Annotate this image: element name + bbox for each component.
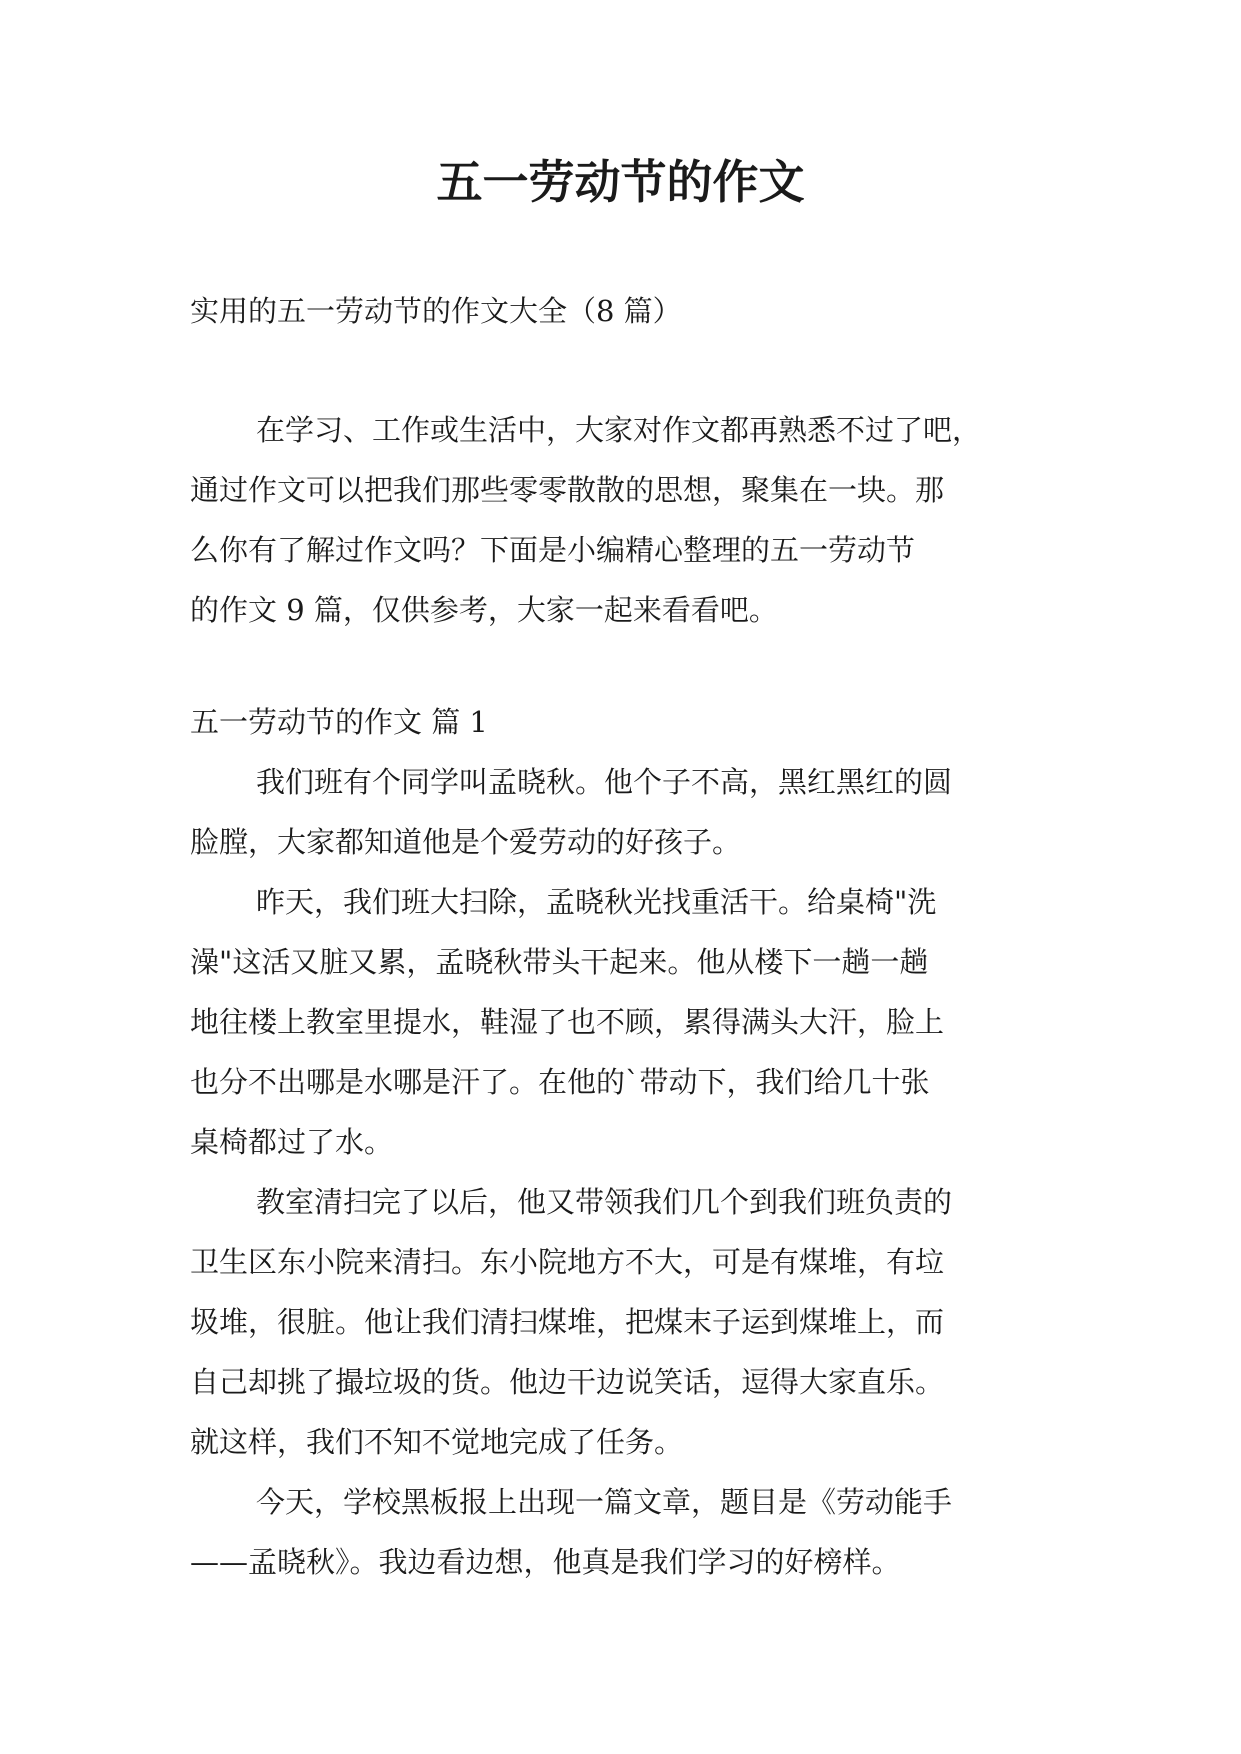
essay-line: 就这样，我们不知不觉地完成了任务。 [190,1425,684,1459]
essay-line: 地往楼上教室里提水，鞋湿了也不顾，累得满头大汗，脸上 [190,1005,945,1039]
essay-line: 卫生区东小院来清扫。东小院地方不大，可是有煤堆，有垃 [190,1245,945,1279]
intro-paragraph [190,400,1070,640]
intro-line: 在学习、工作或生活中，大家对作文都再熟悉不过了吧， [256,413,982,447]
intro-line: 么你有了解过作文吗？下面是小编精心整理的五一劳动节 [190,533,916,567]
essay-line: 也分不出哪是水哪是汗了。在他的`带动下，我们给几十张 [190,1065,930,1099]
essay-line: 今天，学校黑板报上出现一篇文章，题目是《劳动能手 [256,1485,953,1519]
essay-line: 脸膛，大家都知道他是个爱劳动的好孩子。 [190,825,742,859]
document-subtitle: 实用的五一劳动节的作文大全（8 篇） [190,294,682,328]
intro-line: 的作文 9 篇，仅供参考，大家一起来看看吧。 [190,593,778,627]
essay-line: 昨天，我们班大扫除，孟晓秋光找重活干。给桌椅"洗 [256,885,937,919]
essay-line: 桌椅都过了水。 [190,1125,394,1159]
essay-line: 我们班有个同学叫孟晓秋。他个子不高，黑红黑红的圆 [256,765,953,799]
essay-line: ——孟晓秋》。我边看边想，他真是我们学习的好榜样。 [190,1545,901,1579]
essay-line: 教室清扫完了以后，他又带领我们几个到我们班负责的 [256,1185,953,1219]
intro-line: 通过作文可以把我们那些零零散散的思想，聚集在一块。那 [190,473,945,507]
essay-line: 圾堆，很脏。他让我们清扫煤堆，把煤末子运到煤堆上，而 [190,1305,945,1339]
essay-body [190,752,1070,1592]
document-title: 五一劳动节的作文 [436,155,805,209]
section-heading: 五一劳动节的作文 篇 1 [190,705,488,739]
essay-line: 自己却挑了撮垃圾的货。他边干边说笑话，逗得大家直乐。 [190,1365,945,1399]
essay-line: 澡"这活又脏又累，孟晓秋带头干起来。他从楼下一趟一趟 [190,945,929,979]
